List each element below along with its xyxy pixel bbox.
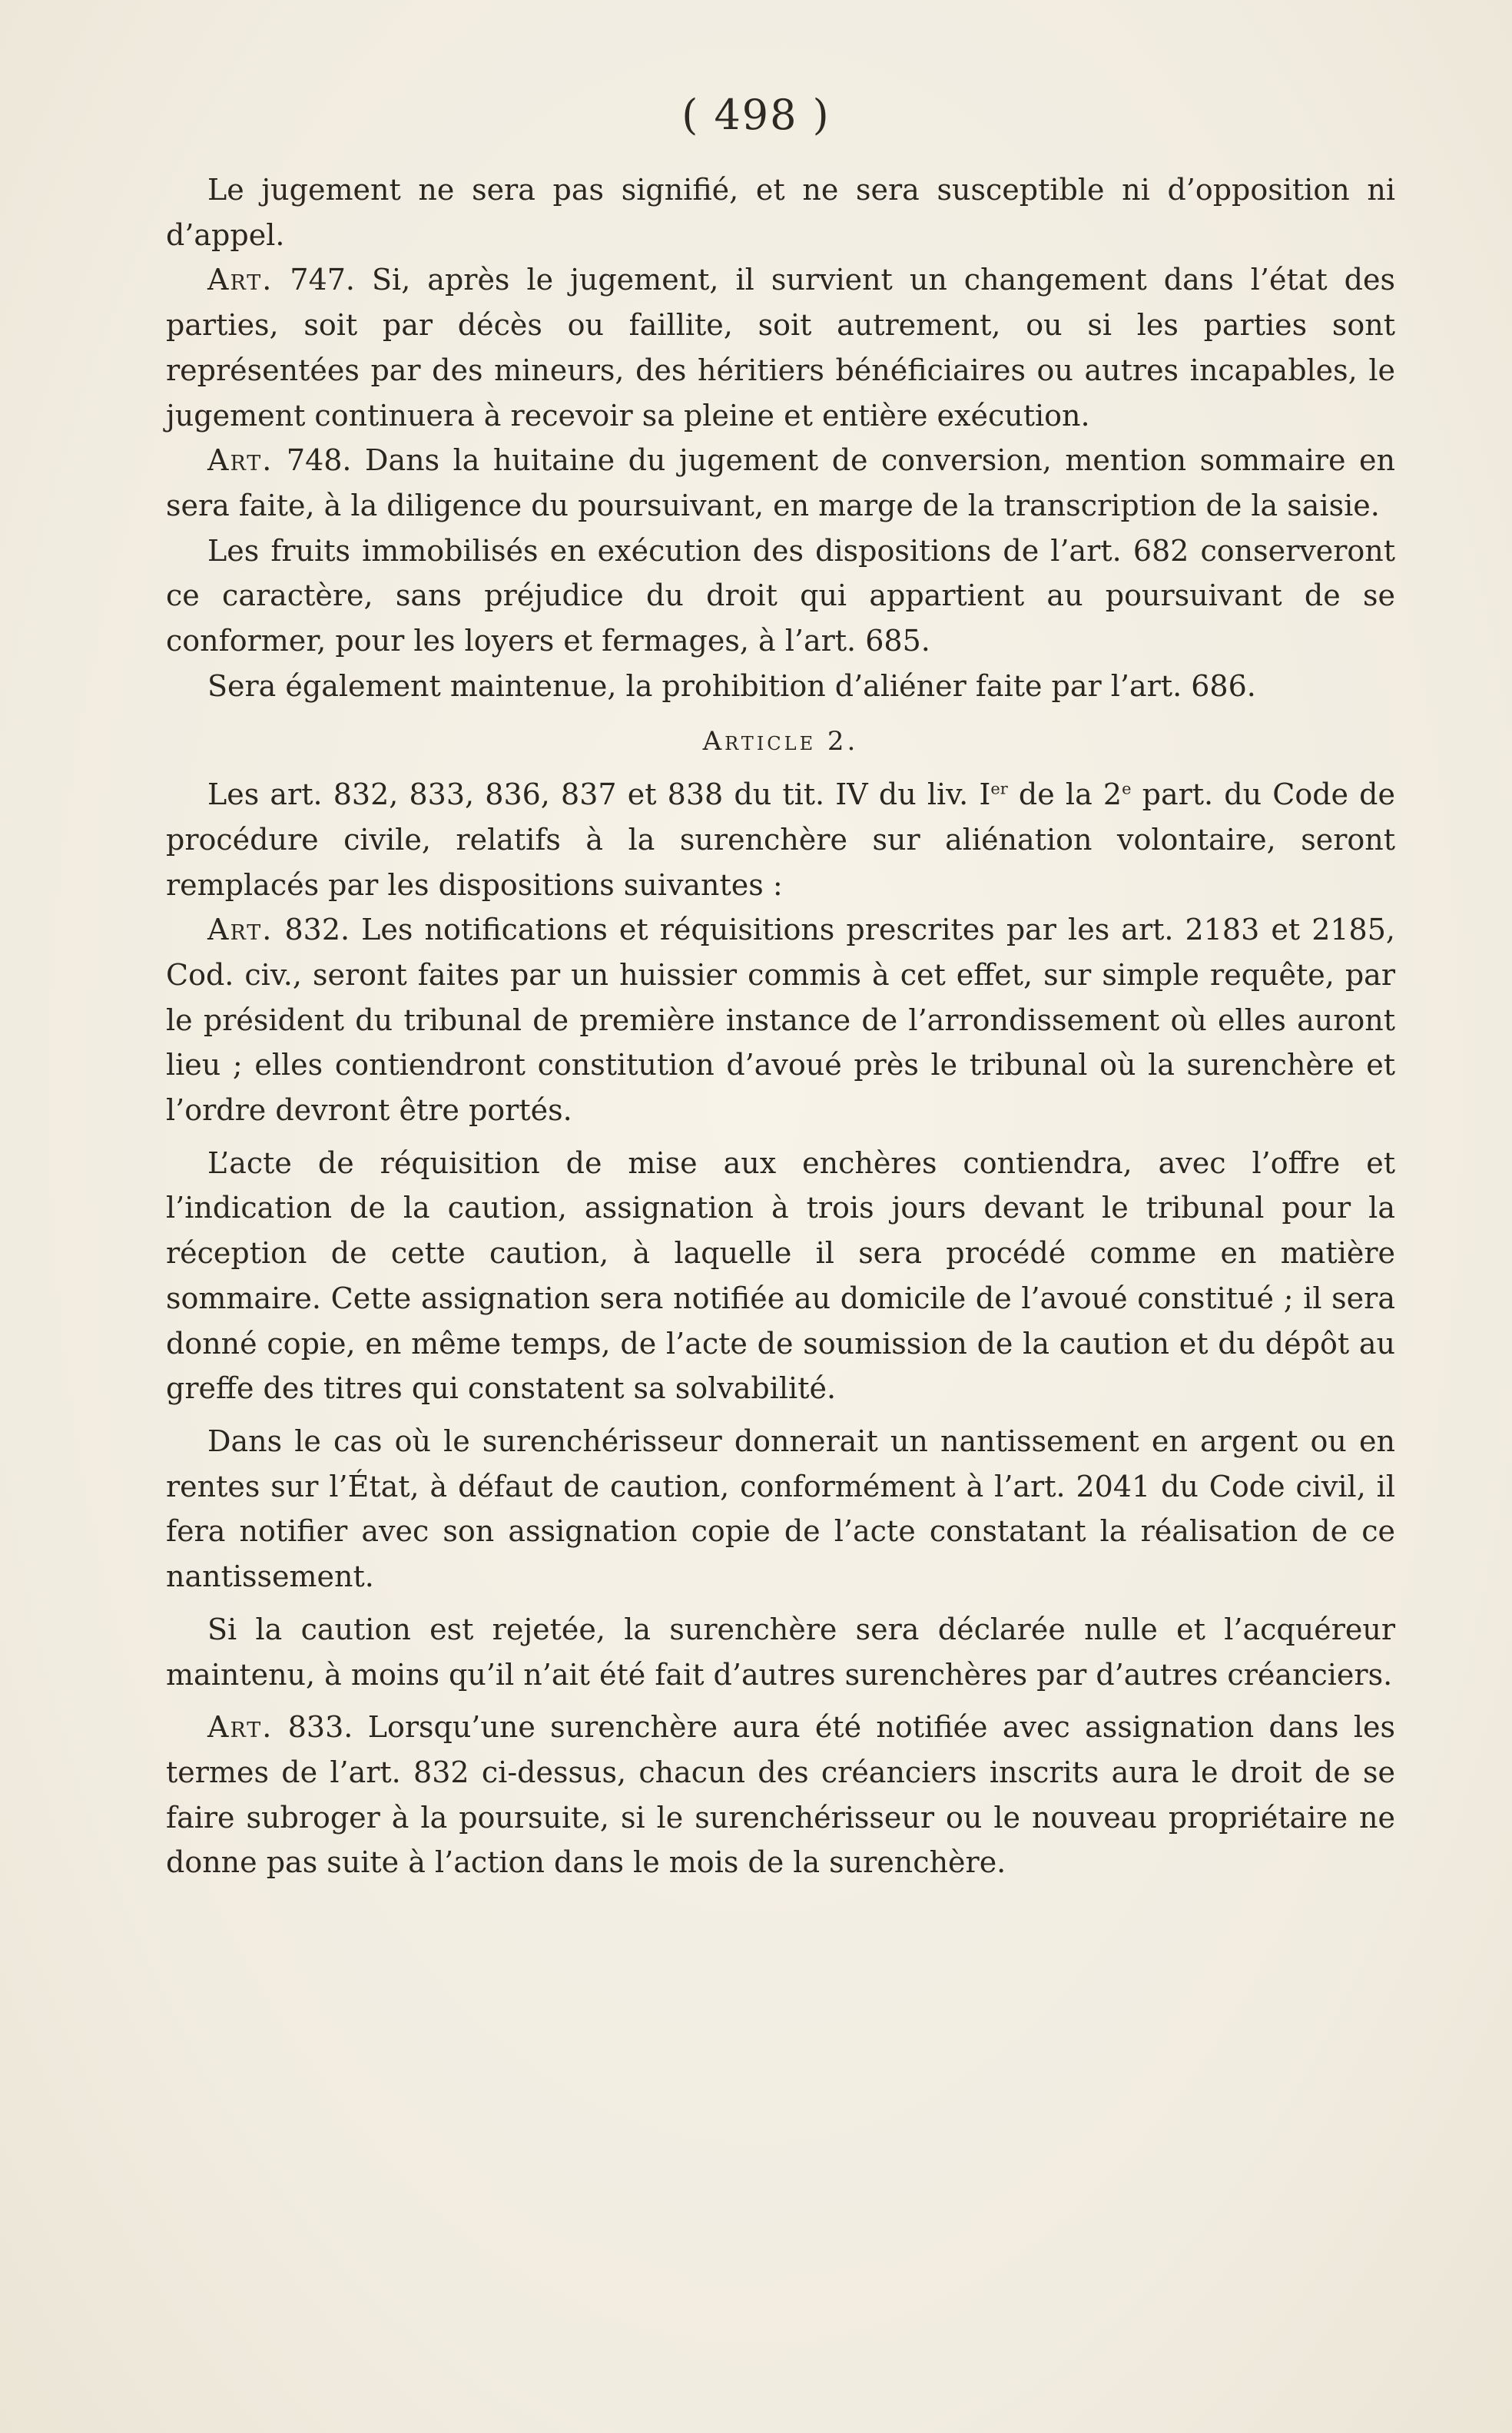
page-number: ( 498 ) <box>681 91 831 139</box>
paragraph <box>166 1607 1395 1697</box>
paragraph-text: Si la caution est rejetée, la surenchère sera déclarée nulle et l’acquéreur maintenu, à moins qu’il n’ait été fait d’autres surenchères par d’autres créanciers. <box>166 1612 1395 1692</box>
paragraph-text: 747. Si, après le jugement, il survient un changement dans l’état des parties, soit par décès ou faillite, soit autrement, ou si les parties sont représentées par des mineurs, des héritiers bénéficiaires ou autres incapables, le jugement continuera à recevoir sa pleine et entière exécution. <box>166 263 1395 433</box>
paragraph-text: L’acte de réquisition de mise aux enchères contiendra, avec l’offre et l’indication de la caution, assignation à trois jours devant le tribunal pour la réception de cette caution, à laquelle il sera procédé comme en matière sommaire. Cette assignation sera notifiée au domicile de l’avoué constitué ; il sera donné copie, en même temps, de l’acte de soumission de la caution et du dépôt au greffe des titres qui constatent sa solvabilité. <box>166 1145 1395 1406</box>
article-748-paragraph <box>166 438 1395 528</box>
paragraph-text: Dans le cas où le surenchérisseur donnerait un nantissement en argent ou en rentes sur l’État, à défaut de caution, conformément à l’art. 2041 du Code civil, il fera notifier avec son assignation copie de l’acte constatant la réalisation de ce nantissement. <box>166 1424 1395 1594</box>
article-833-paragraph <box>166 1705 1395 1885</box>
article-label: Art. <box>207 1710 274 1745</box>
paragraph <box>166 772 1395 907</box>
paragraph-text: 832. Les notifications et réquisitions prescrites par les art. 2183 et 2185, Cod. civ., seront faites par un huissier commis à cet effet, sur simple requête, par le président du tribunal de première instance de l’arrondissement où elles auront lieu ; elles contiendront constitution d’avoué près le tribunal où la surenchère et l’ordre devront être portés. <box>166 913 1395 1128</box>
paragraph-text: Sera également maintenue, la prohibition d’aliéner faite par l’art. 686. <box>207 668 1256 703</box>
paragraph <box>166 1419 1395 1599</box>
body-text <box>166 167 1395 1885</box>
paragraph-text: Les fruits immobilisés en exécution des dispositions de l’art. 682 conserveront ce caractère, sans préjudice du droit qui appartient au poursuivant de se conformer, pour les loyers et fermages, à l’art. 685. <box>166 533 1395 658</box>
paragraph <box>166 664 1395 709</box>
article-747-paragraph <box>166 257 1395 438</box>
paragraph-text: 833. Lorsqu’une surenchère aura été notifiée avec assignation dans les termes de l’art. 832 ci-dessus, chacun des créanciers inscrits aura le droit de se faire subroger à la poursuite, si le surenchérisseur ou le nouveau propriétaire ne donne pas suite à l’action dans le mois de la surenchère. <box>166 1710 1395 1880</box>
paragraph-text: Le jugement ne sera pas signifié, et ne sera susceptible ni d’opposition ni d’appel. <box>166 173 1395 252</box>
paragraph <box>166 529 1395 664</box>
paragraph-text: Les art. 832, 833, 836, 837 et 838 du tit. IV du liv. I <box>207 777 991 812</box>
paragraph-text: de la 2 <box>1007 777 1122 812</box>
article-label: Art. <box>207 913 274 947</box>
paragraph <box>166 1141 1395 1411</box>
paragraph-text: 748. Dans la huitaine du jugement de conversion, mention sommaire en sera faite, à la diligence du poursuivant, en marge de la transcription de la saisie. <box>166 443 1395 522</box>
article-label: Art. <box>207 443 274 478</box>
paragraph-text: part. du Code de procédure civile, relatifs à la surenchère sur aliénation volontaire, seront remplacés par les dispositions suivantes : <box>166 777 1395 902</box>
superscript: e <box>1122 779 1132 798</box>
article-832-paragraph <box>166 907 1395 1133</box>
paragraph <box>166 167 1395 257</box>
article-label: Art. <box>207 263 274 297</box>
superscript: er <box>990 779 1008 798</box>
article-heading: Article 2. <box>702 726 859 757</box>
